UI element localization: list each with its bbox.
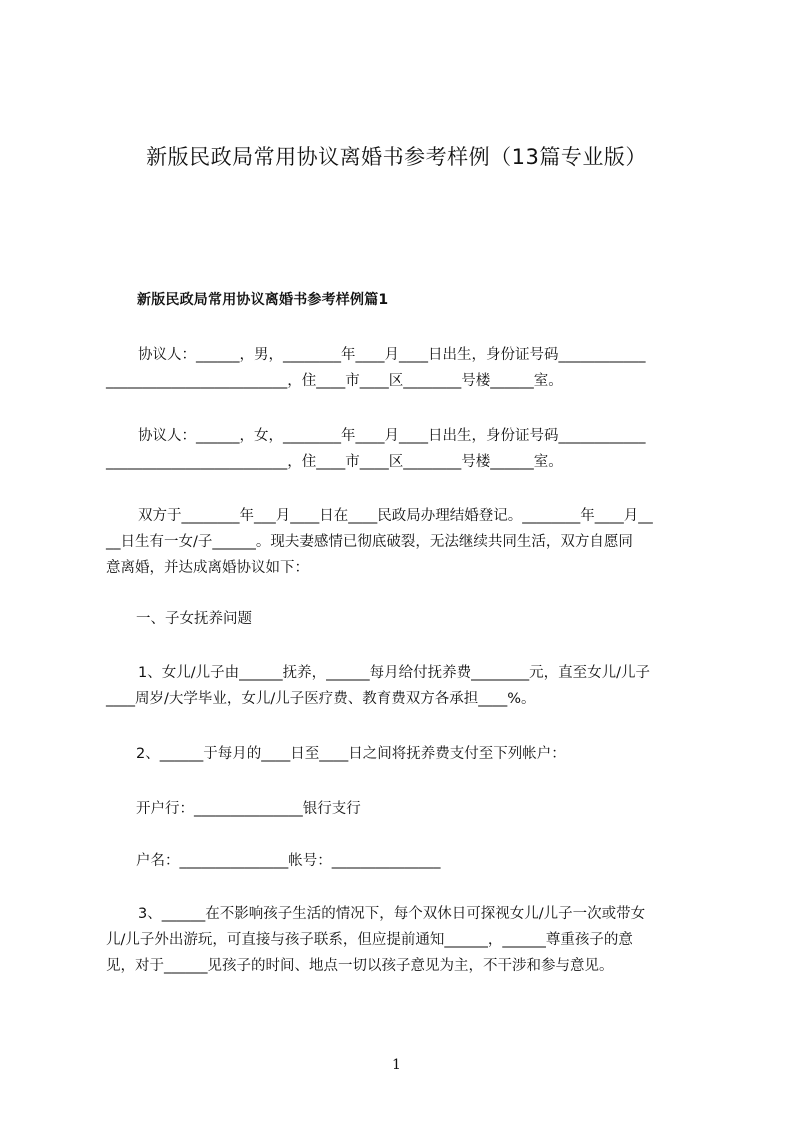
paragraph-support-clause-2 xyxy=(106,741,706,767)
paragraph-line: 3、______在不影响孩子生活的情况下，每个双休日可探视女儿/儿子一次或带女 xyxy=(138,906,646,922)
paragraph-line: _________________________，住____市____区________号楼______室。 xyxy=(106,454,563,470)
page-number: 1 xyxy=(392,1057,401,1073)
paragraph-line: 1、女儿/儿子由______抚养，______每月给付抚养费________元，直至女儿/儿子 xyxy=(138,665,650,681)
paragraph-line: __日生有一女/子______。现夫妻感情已彻底破裂，无法继续共同生活，双方自愿同 xyxy=(106,534,633,550)
paragraph-line: 户名：_______________帐号：_______________ xyxy=(136,853,441,869)
paragraph-line: 一、子女抚养问题 xyxy=(136,611,252,627)
paragraph-line: 协议人：______，女，________年____月____日出生，身份证号码____________ xyxy=(138,428,646,444)
paragraph-support-clause-1 xyxy=(106,660,706,712)
paragraph-line: 双方于________年___月____日在____民政局办理结婚登记。________年____月__ xyxy=(138,508,653,524)
paragraph-line: 开户行：_______________银行支行 xyxy=(136,801,361,817)
paragraph-line: _________________________，住____市____区________号楼______室。 xyxy=(106,373,563,389)
paragraph-line: 意离婚，并达成离婚协议如下： xyxy=(106,560,309,576)
paragraph-bank-branch xyxy=(106,796,706,822)
paragraph-male-party xyxy=(106,342,706,394)
document-title: 新版民政局常用协议离婚书参考样例（13篇专业版） xyxy=(146,145,647,169)
paragraph-female-party xyxy=(106,423,706,475)
paragraph-line: 协议人：______，男，________年____月____日出生，身份证号码____________ xyxy=(138,347,646,363)
paragraph-line: 儿/儿子外出游玩，可直接与孩子联系，但应提前通知______，______尊重孩子的意 xyxy=(106,932,633,948)
paragraph-support-clause-3 xyxy=(106,901,706,979)
paragraph-marriage-info xyxy=(106,503,706,581)
section-title: 新版民政局常用协议离婚书参考样例篇1 xyxy=(137,292,389,308)
paragraph-line: ____周岁/大学毕业，女儿/儿子医疗费、教育费双方各承担____%。 xyxy=(106,691,536,707)
paragraph-heading-child-support xyxy=(106,606,706,632)
paragraph-line: 见，对于______见孩子的时间、地点一切以孩子意见为主，不干涉和参与意见。 xyxy=(106,958,614,974)
paragraph-account xyxy=(106,848,706,874)
paragraph-line: 2、______于每月的____日至____日之间将抚养费支付至下列帐户： xyxy=(136,746,566,762)
